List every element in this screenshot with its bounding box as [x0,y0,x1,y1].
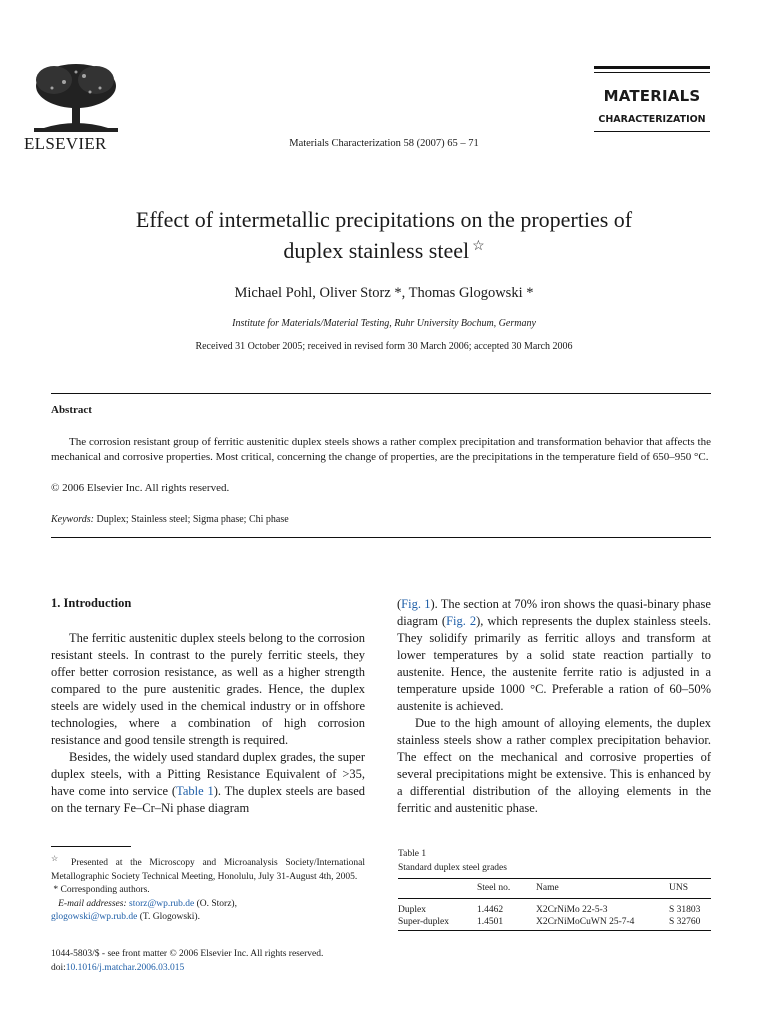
title-line-2-text: duplex stainless steel [283,238,470,263]
brand-rule-top [594,66,710,69]
title-star-icon[interactable]: ☆ [472,239,485,254]
footnote-corresponding-text: Corresponding authors. [60,885,150,896]
abstract-top-rule [51,393,711,394]
table-cell: S 32760 [669,916,711,931]
authors: Michael Pohl, Oliver Storz *, Thomas Glogowski * [234,285,534,301]
issn-line [51,948,381,975]
email-label: E-mail addresses: [58,898,127,909]
abstract-heading: Abstract [51,404,92,416]
keywords-text: Duplex; Stainless steel; Sigma phase; Chi phase [96,514,289,525]
footnote-rule [51,846,131,847]
table-1-label: Table 1 [398,849,427,859]
abstract-bottom-rule [51,537,711,538]
fig-2-link[interactable]: Fig. 2 [446,614,477,628]
doi-link[interactable]: 10.1016/j.matchar.2006.03.015 [65,962,185,973]
intro-p3-text-a: ( [397,597,402,611]
intro-p2-text-b: ). The duplex steels are based on the ternary Fe–Cr–Ni phase diagram [51,784,365,815]
email-storz-link[interactable]: storz@wp.rub.de [129,898,195,909]
journal-brand-subtitle: CHARACTERIZATION [598,114,706,125]
table-header-cell: Steel no. [477,879,536,899]
email-glogowski-link[interactable]: glogowski@wp.rub.de [51,912,138,923]
right-column-body [397,596,711,817]
footnotes [51,852,365,925]
intro-p3-text-c: ), which represents the duplex stainless steels. They solidify primarily as ferritic alloys and transform at lower temperatures by a solid state reaction partially to austenite. Hence, the austenite ferrite ratio is adjusted in a temperature upside 1000 °C. Preferable a ration of 60–50% austenite is achieved. [397,614,711,713]
doi-prefix: doi: [51,962,66,973]
keywords-label: Keywords: [51,514,94,525]
issn-text: 1044-5803/$ - see front matter © 2006 Elsevier Inc. All rights reserved. [51,949,324,959]
intro-paragraph-3 [397,596,711,715]
fig-1-link[interactable]: Fig. 1 [401,597,431,611]
table-header-cell [398,879,477,899]
brand-rule-bottom [594,131,710,132]
intro-paragraph-4: Due to the high amount of alloying elements, the duplex stainless steels show a rather complex precipitation behavior. The effect on the mechanical and corrosive properties of several precipitations might be extensive. This is enhanced by a differential distribution of the alloying elements in the ferritic and austenitic phase. [397,716,711,815]
abstract-text: The corrosion resistant group of ferritic austenitic duplex steels shows a rather complex precipitation and transformation behavior that affects the mechanical and corrosive properties. Most critical, concerning the change of properties, are the precipitations in the temperature field of 650–950 °C. [51,436,711,463]
footnote-emails [51,898,365,925]
intro-p3-text-b: ). The section at 70% iron shows the quasi-binary phase diagram ( [397,597,711,628]
keywords [51,514,289,525]
table-header-cell: UNS [669,879,711,899]
table-cell: X2CrNiMo 22-5-3 [536,905,608,915]
footnote-presented-text: Presented at the Microscopy and Microanalysis Society/International Metallographic Society Technical Meeting, Honolulu, July 31-August 4th, 2005. [51,858,366,882]
table-cell: Super-duplex [398,916,477,931]
table-row [398,916,711,931]
title-line-2 [40,233,728,264]
left-column-body [51,630,365,817]
journal-reference: Materials Characterization 58 (2007) 65 – 71 [289,138,479,149]
article-dates: Received 31 October 2005; received in revised form 30 March 2006; accepted 30 March 2006 [195,341,573,352]
brand-rule-mid [594,72,710,73]
intro-p2-text-a: Besides, the widely used standard duplex grades, the super duplex steels, with a Pitting Resistance Equivalent of >35, have come into service ( [51,750,365,798]
section-heading-introduction: 1. Introduction [51,596,132,610]
footnote-presented [51,852,365,884]
footnote-corresponding [51,884,365,898]
doi-line [51,962,381,976]
table-1-caption-block [398,848,507,875]
table-cell: 1.4462 [477,905,504,915]
table-1 [398,878,711,931]
table-1-caption: Standard duplex steel grades [398,862,507,873]
table-cell: S 31803 [669,905,701,915]
journal-brand [594,66,710,132]
footnote-asterisk: * [53,885,59,896]
email-storz-name: (O. Storz), [194,898,237,909]
title-line-1: Effect of intermetallic precipitations on the properties of [135,207,633,232]
table-header-row [398,879,711,899]
table-cell: X2CrNiMoCuWN 25-7-4 [536,916,669,931]
affiliation: Institute for Materials/Material Testing, Ruhr University Bochum, Germany [232,318,536,329]
article-title [40,206,728,264]
table-cell: Duplex [398,905,426,915]
table-cell: 1.4501 [477,916,536,931]
email-glogowski-name: (T. Glogowski). [137,912,200,923]
table-row [398,899,711,917]
footnote-star-icon: ☆ [51,854,64,863]
intro-paragraph-2 [51,749,365,817]
table-1-link[interactable]: Table 1 [176,784,214,798]
intro-paragraph-1: The ferritic austenitic duplex steels belong to the corrosion resistant steels. In contrast to the purely ferritic steels, they offer better corrosion resistance, as well as a higher strength compared to the pure austenitic grades. Hence, the duplex steels are widely used in the chemical industry or in offshore technologies, where a combination of high corrosion resistance and good tensile strength is required. [51,631,365,747]
publisher-name: ELSEVIER [24,134,107,153]
journal-brand-title: MATERIALS [603,87,701,105]
table-header-cell: Name [536,879,669,899]
abstract-copyright: © 2006 Elsevier Inc. All rights reserved. [51,482,230,494]
